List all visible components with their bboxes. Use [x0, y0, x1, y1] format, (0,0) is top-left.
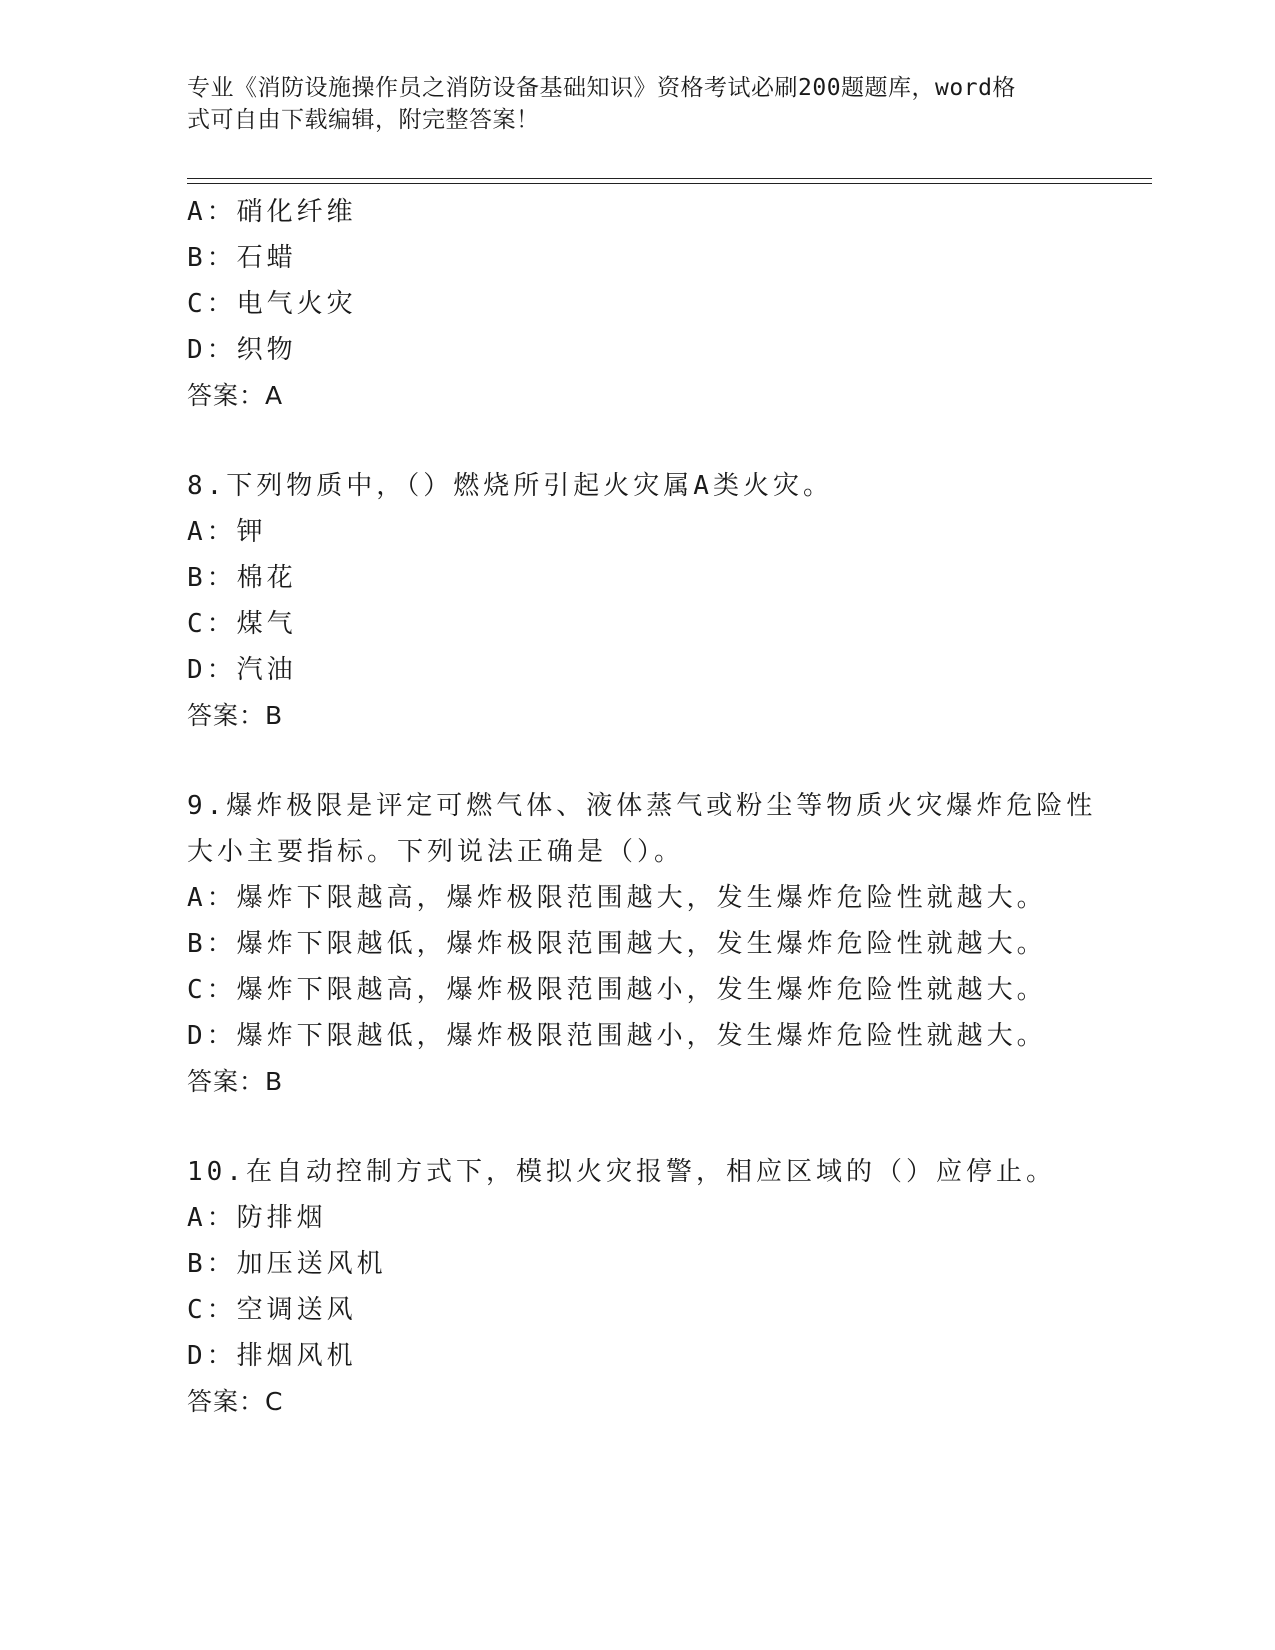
q7-answer: 答案：A — [187, 381, 284, 410]
question-8-block — [187, 463, 1147, 739]
q9-option-a: A：爆炸下限越高，爆炸极限范围越大，发生爆炸危险性就越大。 — [187, 883, 1047, 913]
q8-option-c: C：煤气 — [187, 609, 297, 639]
q9-question-line-2: 大小主要指标。下列说法正确是（）。 — [187, 837, 685, 867]
header-divider-top — [187, 178, 1152, 179]
question-7-block — [187, 189, 1147, 419]
spacer — [187, 739, 1147, 783]
header-line-2: 式可自由下载编辑，附完整答案！ — [187, 107, 540, 133]
q8-answer: 答案：B — [187, 701, 284, 730]
q9-question-line-1: 9.爆炸极限是评定可燃气体、液体蒸气或粉尘等物质火灾爆炸危险性 — [187, 791, 1097, 821]
q7-option-c: C：电气火灾 — [187, 289, 357, 319]
header-line-1: 专业《消防设施操作员之消防设备基础知识》资格考试必刷200题题库，word格 — [187, 75, 1016, 101]
q10-option-d: D：排烟风机 — [187, 1341, 357, 1371]
header-divider-bottom — [187, 183, 1152, 184]
q9-answer: 答案：B — [187, 1067, 284, 1096]
q8-option-d: D：汽油 — [187, 655, 297, 685]
q9-option-d: D：爆炸下限越低，爆炸极限范围越小，发生爆炸危险性就越大。 — [187, 1021, 1047, 1051]
q9-option-c: C：爆炸下限越高，爆炸极限范围越小，发生爆炸危险性就越大。 — [187, 975, 1047, 1005]
spacer — [187, 1105, 1147, 1149]
q7-option-a: A：硝化纤维 — [187, 197, 357, 227]
q10-answer: 答案：C — [187, 1387, 284, 1416]
question-10-block — [187, 1149, 1147, 1425]
q7-option-b: B：石蜡 — [187, 243, 297, 273]
q8-option-b: B：棉花 — [187, 563, 297, 593]
q10-option-a: A：防排烟 — [187, 1203, 327, 1233]
question-content — [187, 189, 1147, 1425]
q10-option-b: B：加压送风机 — [187, 1249, 387, 1279]
question-9-block — [187, 783, 1147, 1105]
q9-option-b: B：爆炸下限越低，爆炸极限范围越大，发生爆炸危险性就越大。 — [187, 929, 1047, 959]
q10-question: 10.在自动控制方式下，模拟火灾报警，相应区域的（）应停止。 — [187, 1157, 1056, 1187]
q7-option-d: D：织物 — [187, 335, 297, 365]
q8-question: 8.下列物质中，（）燃烧所引起火灾属A类火灾。 — [187, 471, 833, 501]
spacer — [187, 419, 1147, 463]
q8-option-a: A：钾 — [187, 517, 267, 547]
q10-option-c: C：空调送风 — [187, 1295, 357, 1325]
document-header — [187, 72, 1087, 136]
